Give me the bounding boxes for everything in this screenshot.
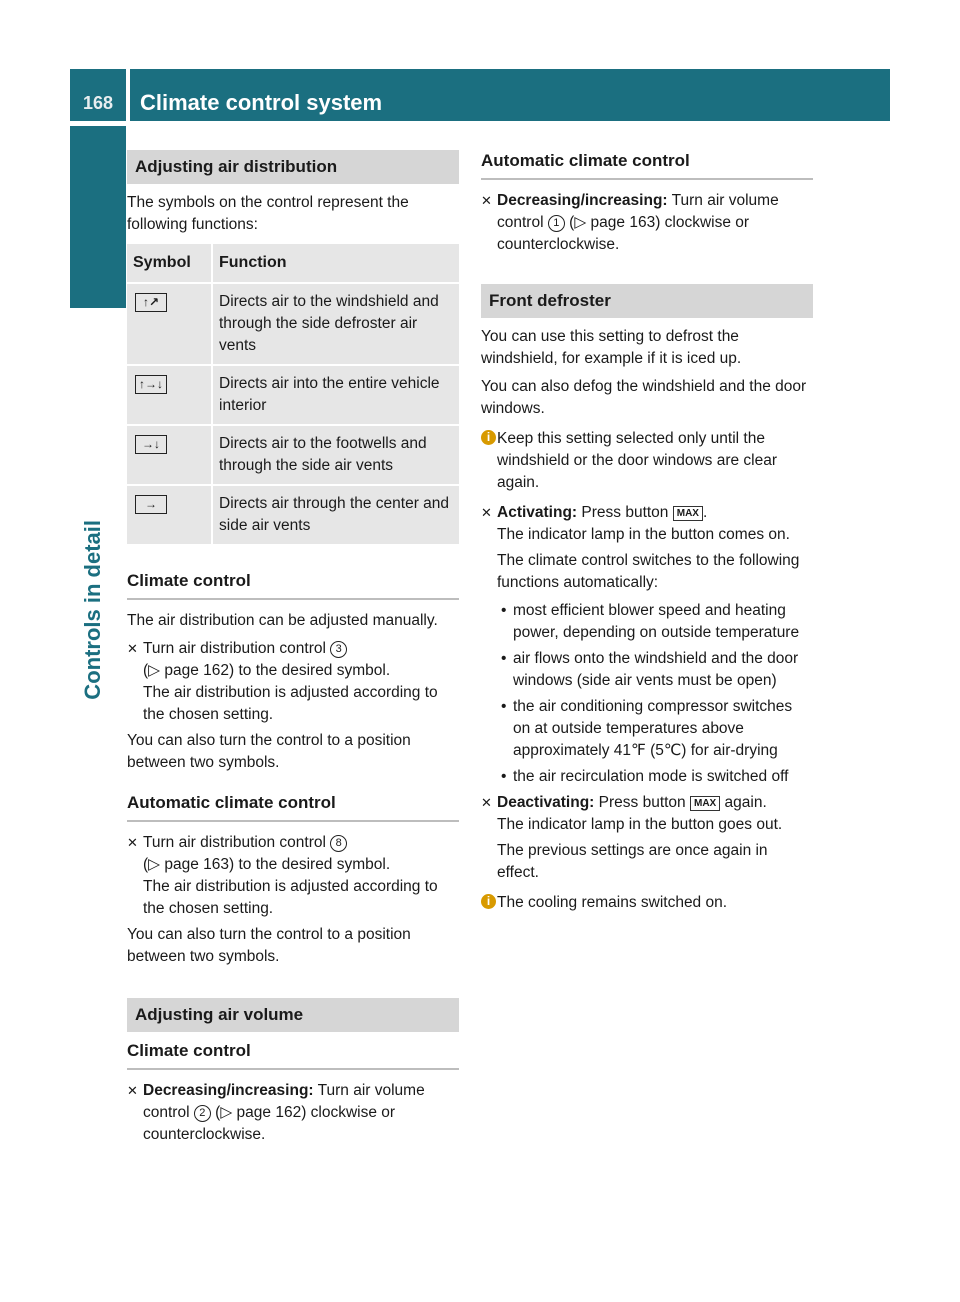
table-cell-symbol bbox=[127, 426, 213, 484]
info-text: The cooling remains switched on. bbox=[497, 894, 728, 911]
table-cell-function: Directs air to the windshield and through the side defroster air vents bbox=[213, 284, 459, 364]
table-row bbox=[127, 486, 459, 544]
right-column bbox=[481, 150, 813, 922]
list-item-text: the air recirculation mode is switched off bbox=[513, 768, 789, 785]
page-number: 168 bbox=[82, 93, 114, 113]
table-cell-symbol bbox=[127, 486, 213, 544]
instruction-step bbox=[481, 792, 813, 836]
step-text: Turn air distribution control bbox=[143, 834, 326, 851]
step-continuation bbox=[481, 550, 813, 788]
page-reference: (▷ page 163) to the desired symbol. bbox=[143, 856, 391, 873]
paragraph: The previous settings are once again in effect. bbox=[497, 842, 768, 881]
step-label: Decreasing/increasing: bbox=[497, 192, 668, 209]
step-result: The indicator lamp in the button goes out. bbox=[497, 816, 783, 833]
bullet-icon: • bbox=[501, 602, 507, 619]
subheading-climate-control-volume: Climate control bbox=[127, 1040, 459, 1070]
list-item-text: the air conditioning compressor switches on at outside temperatures above approximately 41℉ (5℃) for air-drying bbox=[513, 698, 793, 759]
list-item bbox=[497, 600, 813, 644]
side-tab-label: Controls in detail bbox=[80, 520, 105, 700]
page-reference: (▷ page 162) to the desired symbol. bbox=[143, 662, 391, 679]
instruction-step: ✕ Activating: Press button MAX . The indicator lamp in the button comes on. bbox=[481, 504, 790, 543]
page-title: Climate control system bbox=[140, 90, 383, 115]
bullet-icon: • bbox=[501, 698, 507, 715]
paragraph: The air distribution can be adjusted manually. bbox=[127, 612, 438, 629]
info-icon: i bbox=[481, 430, 496, 445]
step-arrow-icon: ✕ bbox=[481, 795, 492, 810]
step-label: Deactivating: bbox=[497, 794, 595, 811]
page-reference: (▷ page 163) clockwise or counterclockwise. bbox=[497, 214, 750, 253]
subheading-climate-control: Climate control bbox=[127, 570, 459, 600]
info-note bbox=[481, 892, 813, 914]
table-header-row bbox=[127, 244, 459, 282]
list-item-text: most efficient blower speed and heating power, depending on outside temperature bbox=[513, 602, 800, 641]
list-item bbox=[497, 648, 813, 692]
control-number-badge: 8 bbox=[330, 835, 347, 852]
table-row bbox=[127, 426, 459, 484]
paragraph: You can use this setting to defrost the windshield, for example if it is iced up. bbox=[481, 328, 742, 367]
list-item-text: air flows onto the windshield and the door windows (side air vents must be open) bbox=[513, 650, 799, 689]
page-reference: (▷ page 162) clockwise or counterclockwise. bbox=[143, 1104, 396, 1143]
symbol-function-table bbox=[127, 242, 459, 546]
left-column bbox=[127, 150, 459, 1150]
paragraph: You can also turn the control to a position between two symbols. bbox=[127, 732, 411, 771]
bullet-icon: • bbox=[501, 768, 507, 785]
instruction-step bbox=[127, 832, 459, 920]
step-arrow-icon: ✕ bbox=[127, 835, 138, 850]
step-text: Turn air volume control bbox=[143, 1082, 425, 1121]
step-text: Press button bbox=[598, 794, 686, 811]
table-cell-symbol bbox=[127, 284, 213, 364]
footwell-airflow-icon: →↓ bbox=[135, 435, 167, 454]
control-number-badge: 1 bbox=[548, 215, 565, 232]
step-text: Turn air distribution control bbox=[143, 640, 326, 657]
all-vents-airflow-icon: ↑→↓ bbox=[135, 375, 167, 394]
step-arrow-icon: ✕ bbox=[481, 193, 492, 208]
paragraph: The climate control switches to the following functions automatically: bbox=[497, 552, 800, 591]
bullet-icon: • bbox=[501, 650, 507, 667]
paragraph: You can also defog the windshield and the door windows. bbox=[481, 378, 807, 417]
paragraph: You can also turn the control to a position between two symbols. bbox=[127, 926, 411, 965]
step-arrow-icon: ✕ bbox=[127, 641, 138, 656]
step-result: The air distribution is adjusted according to the chosen setting. bbox=[143, 684, 438, 723]
step-text: again. bbox=[724, 794, 767, 811]
step-text: Turn air volume control bbox=[497, 192, 779, 231]
header-divider bbox=[126, 69, 130, 121]
table-cell-symbol bbox=[127, 366, 213, 424]
step-text: Press button bbox=[581, 504, 669, 521]
table-row bbox=[127, 366, 459, 424]
max-defrost-button-icon: MAX bbox=[690, 796, 720, 811]
step-arrow-icon: ✕ bbox=[127, 1083, 138, 1098]
table-cell-function: Directs air into the entire vehicle interior bbox=[213, 366, 459, 424]
instruction-step bbox=[481, 190, 813, 256]
table-row bbox=[127, 284, 459, 364]
section-heading-adjusting-air-distribution: Adjusting air distribution bbox=[127, 150, 459, 184]
instruction-step bbox=[127, 1080, 459, 1146]
control-number-badge: 3 bbox=[330, 641, 347, 658]
info-text: Keep this setting selected only until the windshield or the door windows are clear again. bbox=[497, 430, 778, 491]
control-number-badge: 2 bbox=[194, 1105, 211, 1122]
column-header-function: Function bbox=[213, 244, 459, 282]
step-result: The air distribution is adjusted according to the chosen setting. bbox=[143, 878, 438, 917]
side-tab-label-wrapper bbox=[80, 520, 120, 720]
max-defrost-button-icon: MAX bbox=[673, 506, 703, 521]
subheading-automatic-climate-control: Automatic climate control bbox=[127, 792, 459, 822]
table-cell-function: Directs air through the center and side air vents bbox=[213, 486, 459, 544]
step-label: Activating: bbox=[497, 504, 578, 521]
column-header-symbol: Symbol bbox=[127, 244, 213, 282]
paragraph: The symbols on the control represent the following functions: bbox=[127, 194, 409, 233]
step-result: The indicator lamp in the button comes on. bbox=[497, 526, 790, 543]
subheading-automatic-climate-control-volume: Automatic climate control bbox=[481, 150, 813, 180]
windshield-airflow-icon: ↑↗ bbox=[135, 293, 167, 312]
info-icon: i bbox=[481, 894, 496, 909]
list-item bbox=[497, 696, 813, 762]
step-arrow-icon: ✕ bbox=[481, 505, 492, 520]
list-item bbox=[497, 766, 813, 788]
section-heading-adjusting-air-volume: Adjusting air volume bbox=[127, 998, 459, 1032]
section-heading-front-defroster: Front defroster bbox=[481, 284, 813, 318]
instruction-step bbox=[127, 638, 459, 726]
info-note bbox=[481, 428, 813, 494]
step-label: Decreasing/increasing: bbox=[143, 1082, 314, 1099]
center-vent-airflow-icon: → bbox=[135, 495, 167, 514]
side-tab bbox=[70, 126, 126, 308]
table-cell-function: Directs air to the footwells and through the side air vents bbox=[213, 426, 459, 484]
